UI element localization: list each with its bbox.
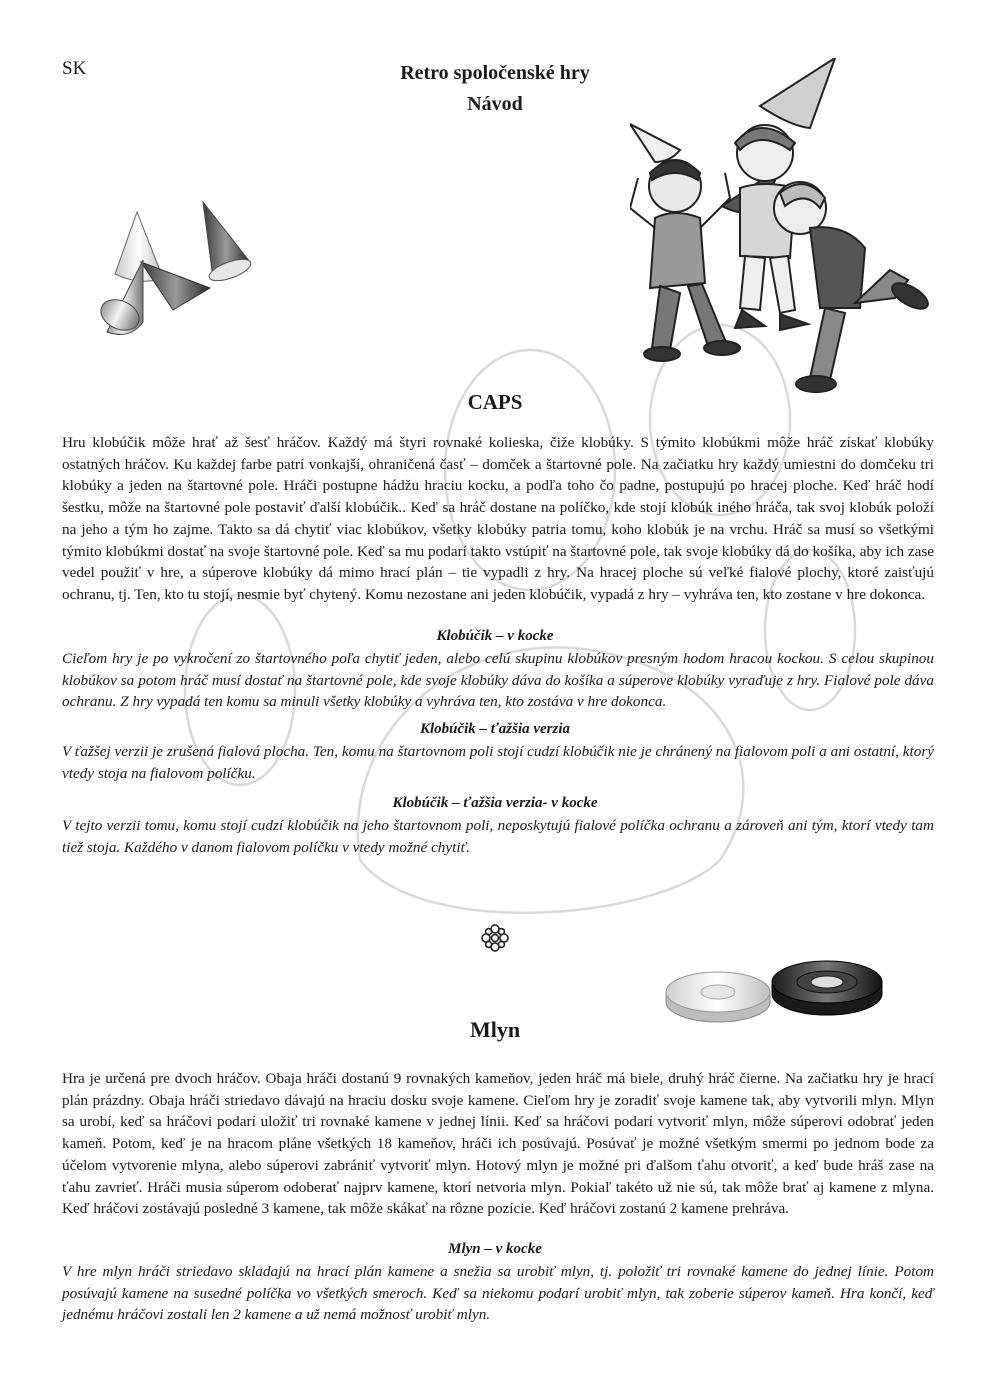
caps-sub1-title: Klobúčik – v kocke [436,628,554,644]
caps-sub2-title: Klobúčik – ťažšia verzia [419,721,571,737]
caps-heading: CAPS [467,390,523,414]
caps-sub1-body: Cieľom hry je po vykročení zo štartovného poľa chytiť jeden, alebo celú skupinu klobúkov presným hodom hracou kockou. S celou skupinou klobúkov sa potom hráč musí dostať na štartovné pole, kde svoje klobúky dáva do košíka a súperove klobúky vyraďuje z hry. Fialové pole dáva ochranu. Z hry vypadá ten komu sa minuli všetky klobúky a vyhráva ten, kto zostáva v hre dokonca. [62,650,934,711]
title-line-1: Retro spoločenské hry [400,62,590,84]
caps-body: Hru klobúčik môže hrať až šesť hráčov. Každý má štyri rovnaké kolieska, čiže klobúky. S týmito klobúkmi môže hráč získať klobúky ostatných hráčov. Ku každej farbe patrí vonkajší, ohraničená časť – domček a štartovné pole. Na začiatku hry každý umiestni do domčeku tri klobúky a jeden na štartovné pole. Hráči postupne hádžu hraciu kocku, a podľa toho čo padne, postupujú po hracej ploche. Keď hráč hodí šestku, môže na štartovné pole postaviť ďalší klobúčik.. Keď sa hráč dostane na políčko, kde stojí klobúk iného hráča, tak svoj klobúk položí na jeho a tým ho zajme. Takto sa dá chytiť viac klobúkov, všetky klobúky patria tomu, koho klobúk je na vrchu. Hráč sa musí so všetkými týmito klobúkmi dostať na svoje štartovné pole. Keď sa mu podarí takto vstúpiť na štartovné pole, tak svoje klobúky dá do košíka, aby ich zase vedel použiť v hre, a súperove klobúky dá mimo hrací plán – tie vypadli z hry. Na hracej ploche sú veľké fialové plochy, ktoré zaisťujú ochranu, tj. Ten, kto tu stojí, nesmie byť chytený. Komu nezostane ani jeden klobúčik, vypadá z hry – vyhráva ten, kto zostane v hre dokonca. [62,434,934,603]
language-code: SK [62,58,87,79]
mlyn-heading: Mlyn [469,1017,521,1042]
caps-sub3-title: Klobúčik – ťažšia verzia- v kocke [392,795,598,811]
kids-playing-illustration [630,58,935,398]
mlyn-body: Hra je určená pre dvoch hráčov. Obaja hráči dostanú 9 rovnakých kameňov, jeden hráč má biele, druhý hráč čierne. Na začiatku hry je hrací plán prázdny. Obaja hráči striedavo dávajú na hraciu dosku svoje kamene. Cieľom hry je zoradiť svoje kamene tak, aby vytvorili mlyn. Mlyn sa urobí, keď sa hráčovi podarí uložiť tri rovnaké kamene v jednej línii. Keď sa hráčovi podarí vytvoriť mlyn, môže súperovi odobrať jeden kameň. Potom, keď je na hracom pláne všetkých 18 kameňov, hráči ich posúvajú. Posúvať je možné všetkým smermi po jednom bode za účelom vytvorenie mlyna, alebo súperovi zabrániť vytvoriť mlyn. Hotový mlyn je možné pri ďalšom ťahu otvoriť, a keď bude hráš zase na ťahu zavrieť. Hráči musia súperom odoberať najprv kamene, ktorí netvoria mlyn. Pokiaľ takéto už nie sú, tak môže brať aj kamene z mlyna. Keď hráčovi zostávajú posledné 3 kamene, tak môže skákať na rôzne pozície. Keď hráčovi zostanú 2 kamene prehráva. [62,1070,934,1218]
mlyn-sub-title: Mlyn – v kocke [448,1241,542,1257]
caps-sub3-body: V tejto verzii tomu, komu stojí cudzí klobúčik na jeho štartovnom poli, neposkytujú fialové políčka ochranu a zároveň ani tým, ktorí vtedy tam tiež stoja. Každého v danom fialovom políčku v vtedy možné chytiť. [62,817,934,856]
title-line-2: Návod [467,93,523,115]
caps-sub2-body: V ťažšej verzii je zrušená fialová plocha. Ten, komu na štartovnom poli stojí cudzí klobúčik nie je chránený na fialovom poli a ani ostatní, ktorý vtedy stoja na fialovom políčku. [62,743,934,782]
cone-hats-illustration [85,200,270,340]
mlyn-sub-body: V hre mlyn hráči striedavo skladajú na hrací plán kamene a snežia sa urobiť mlyn, tj. položiť tri rovnaké kamene do jednej línie. Potom posúvajú kamene na susedné políčka vo všetkých smeroch. Keď sa niekomu podarí urobiť mlyn, tak zoberie súperov kameň. Hra končí, keď jednému hráčovi zostali len 2 kamene a už nemá možnosť urobiť mlyn. [62,1263,934,1324]
flower-ornament-icon [480,923,510,953]
